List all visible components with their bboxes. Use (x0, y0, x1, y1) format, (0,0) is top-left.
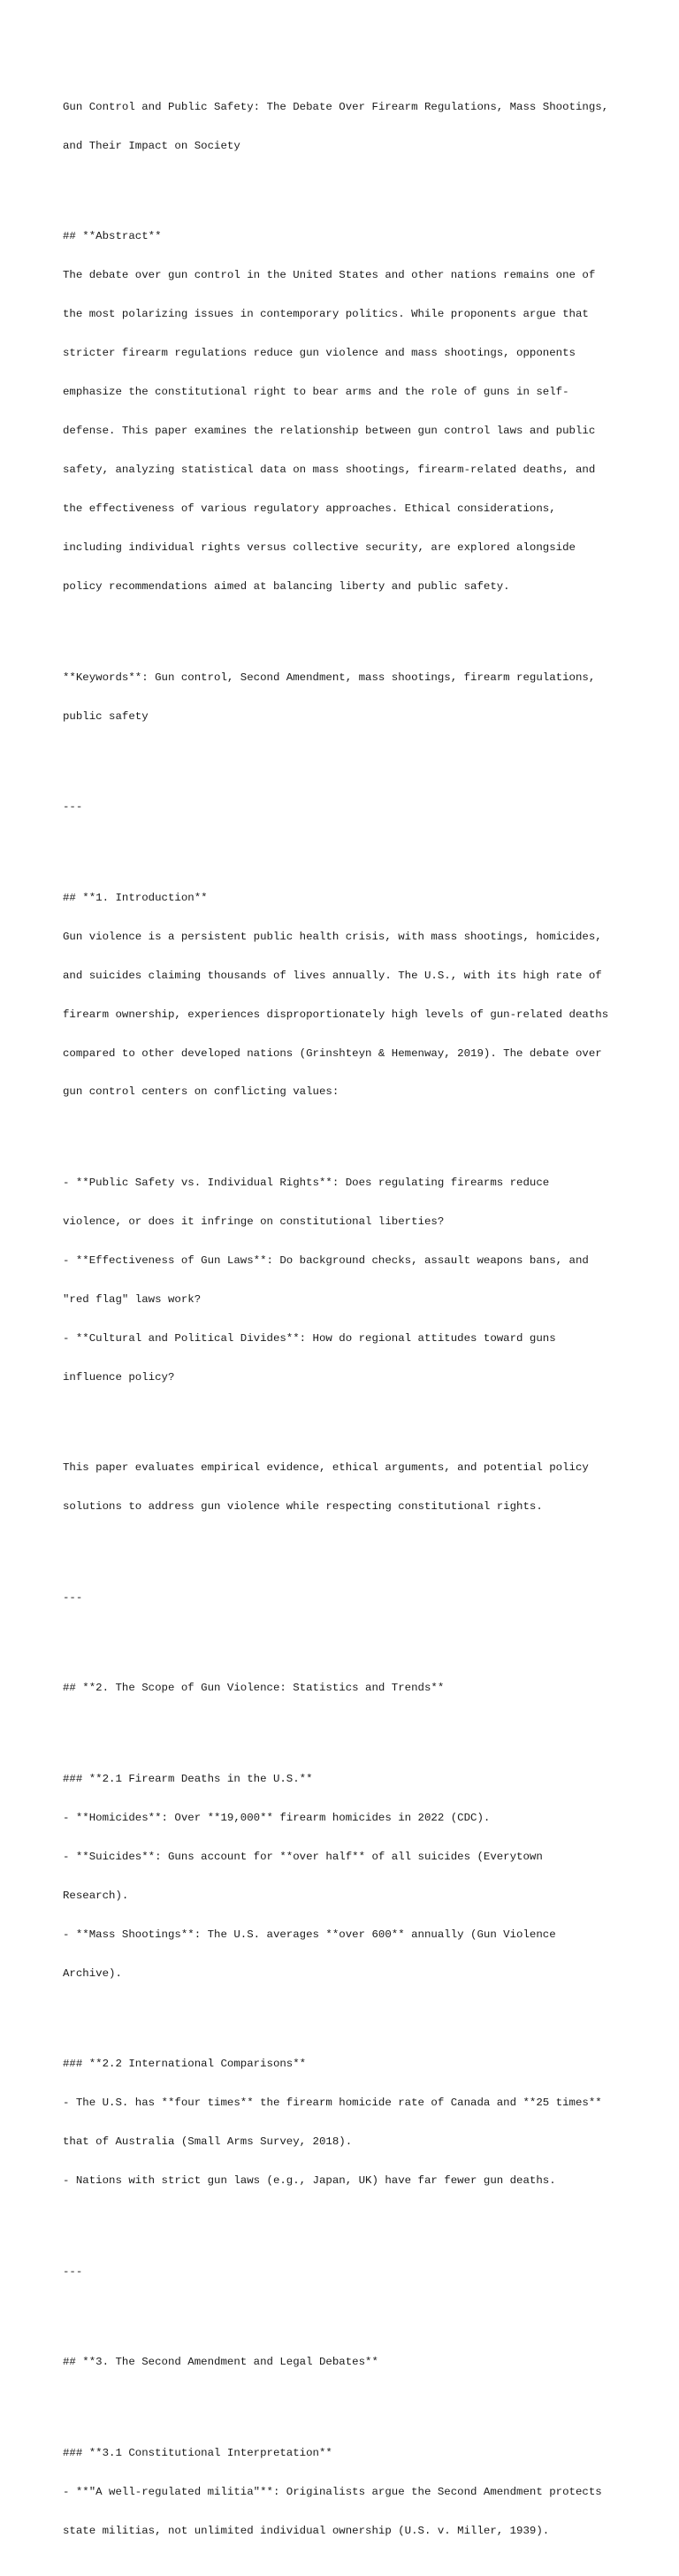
blank-line (63, 179, 629, 192)
introduction-bullet-line: influence policy? (63, 1370, 175, 1384)
keywords-line: **Keywords**: Gun control, Second Amendment, mass shootings, firearm regulations, (63, 671, 596, 684)
abstract-line: including individual rights versus collective security, are explored alongside (63, 541, 576, 555)
introduction-line: gun control centers on conflicting values: (63, 1085, 340, 1099)
subsection-2-2-line: - Nations with strict gun laws (e.g., Japan, UK) have far fewer gun deaths. (63, 2174, 556, 2188)
document-text (63, 62, 629, 2576)
section-separator: --- (63, 801, 83, 814)
blank-line (63, 1124, 629, 1138)
blank-line (63, 1721, 629, 1734)
subsection-2-2-line: that of Australia (Small Arms Survey, 2018). (63, 2135, 353, 2149)
blank-line (63, 1410, 629, 1423)
subsection-2-1-line: - **Suicides**: Guns account for **over half** of all suicides (Everytown (63, 1850, 543, 1863)
blank-line (63, 2395, 629, 2408)
introduction-closing-line: solutions to address gun violence while respecting constitutional rights. (63, 1500, 543, 1514)
introduction-line: compared to other developed nations (Grinshteyn & Hemenway, 2019). The debate over (63, 1046, 602, 1060)
abstract-heading: ## **Abstract** (63, 230, 162, 243)
introduction-line: firearm ownership, experiences disproportionately high levels of gun-related deaths (63, 1008, 609, 1021)
section-separator: --- (63, 2265, 83, 2278)
keywords-line: public safety (63, 709, 149, 723)
introduction-closing-line: This paper evaluates empirical evidence, ethical arguments, and potential policy (63, 1461, 589, 1475)
blank-line (63, 619, 629, 632)
blank-line (63, 2213, 629, 2227)
section-separator: --- (63, 1591, 83, 1604)
introduction-bullet-line: violence, or does it infringe on constitutional liberties? (63, 1215, 445, 1228)
subsection-2-1-heading: ### **2.1 Firearm Deaths in the U.S.** (63, 1773, 313, 1785)
subsection-3-1-line: - **"A well-regulated militia"**: Originalists argue the Second Amendment protects (63, 2485, 602, 2498)
blank-line (63, 1630, 629, 1644)
abstract-line: policy recommendations aimed at balancing liberty and public safety. (63, 580, 510, 594)
subsection-2-2-line: - The U.S. has **four times** the firearm homicide rate of Canada and **25 times** (63, 2097, 602, 2110)
abstract-line: stricter firearm regulations reduce gun violence and mass shootings, opponents (63, 347, 576, 360)
document-title-line: and Their Impact on Society (63, 139, 240, 152)
second-amendment-heading: ## **3. The Second Amendment and Legal Debates** (63, 2356, 378, 2369)
abstract-line: The debate over gun control in the United States and other nations remains one of (63, 269, 596, 282)
introduction-bullet-line: - **Effectiveness of Gun Laws**: Do background checks, assault weapons bans, and (63, 1254, 589, 1267)
blank-line (63, 840, 629, 853)
abstract-line: defense. This paper examines the relationship between gun control laws and public (63, 425, 596, 438)
document-title-line: Gun Control and Public Safety: The Debate Over Firearm Regulations, Mass Shootings, (63, 100, 609, 113)
scope-heading: ## **2. The Scope of Gun Violence: Statistics and Trends** (63, 1682, 445, 1695)
subsection-2-1-line: Archive). (63, 1966, 122, 1980)
subsection-2-2-heading: ### **2.2 International Comparisons** (63, 2058, 307, 2071)
subsection-2-1-line: - **Mass Shootings**: The U.S. averages **over 600** annually (Gun Violence (63, 1928, 556, 1941)
blank-line (63, 1539, 629, 1552)
subsection-2-1-line: Research). (63, 1889, 129, 1902)
abstract-line: safety, analyzing statistical data on mass shootings, firearm-related deaths, and (63, 464, 596, 477)
blank-line (63, 749, 629, 763)
introduction-heading: ## **1. Introduction** (63, 891, 208, 904)
blank-line (63, 2304, 629, 2318)
introduction-bullet-line: "red flag" laws work? (63, 1292, 202, 1306)
introduction-line: Gun violence is a persistent public health crisis, with mass shootings, homicides, (63, 930, 602, 943)
subsection-3-1-heading: ### **3.1 Constitutional Interpretation** (63, 2446, 332, 2459)
blank-line (63, 2006, 629, 2020)
introduction-line: and suicides claiming thousands of lives annually. The U.S., with its high rate of (63, 969, 602, 982)
subsection-3-1-line: state militias, not unlimited individual ownership (U.S. v. Miller, 1939). (63, 2524, 550, 2537)
introduction-bullet-line: - **Public Safety vs. Individual Rights**: Does regulating firearms reduce (63, 1177, 550, 1190)
abstract-line: the effectiveness of various regulatory approaches. Ethical considerations, (63, 502, 556, 516)
introduction-bullet-line: - **Cultural and Political Divides**: How do regional attitudes toward guns (63, 1331, 556, 1345)
abstract-line: the most polarizing issues in contemporary politics. While proponents argue that (63, 308, 589, 321)
subsection-2-1-line: - **Homicides**: Over **19,000** firearm homicides in 2022 (CDC). (63, 1811, 491, 1824)
abstract-line: emphasize the constitutional right to bear arms and the role of guns in self- (63, 386, 569, 399)
